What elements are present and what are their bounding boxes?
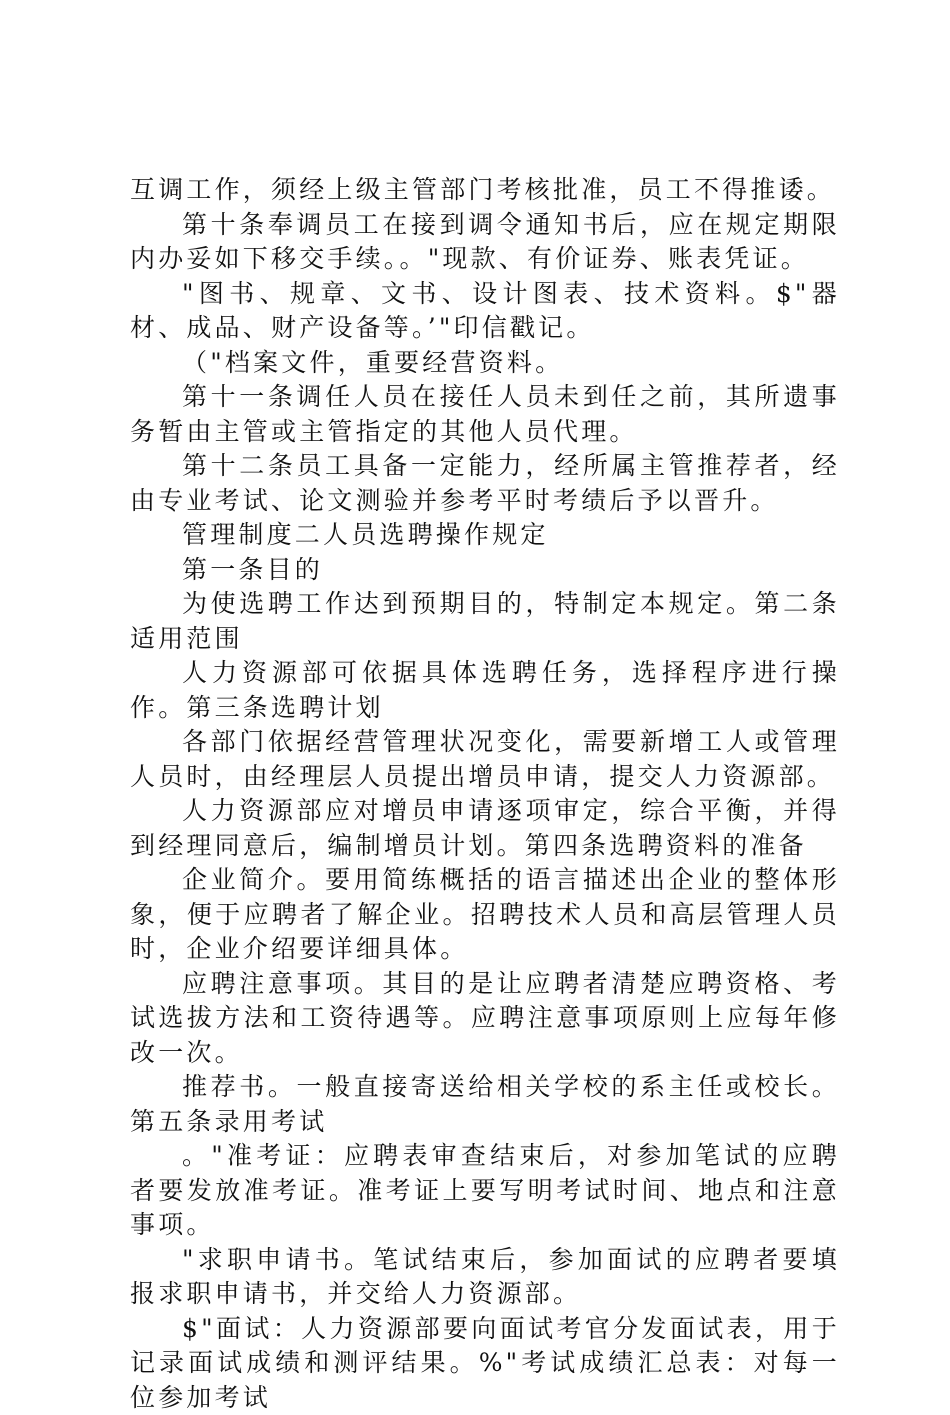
paragraph: "求职申请书。笔试结束后，参加面试的应聘者要填报求职申请书，并交给人力资源部。	[130, 1243, 840, 1312]
paragraph: $"面试：人力资源部要向面试考官分发面试表，用于记录面试成绩和测评结果。%"考试成绩汇总表：对每一位参加考试	[130, 1312, 840, 1415]
paragraph: 。"准考证：应聘表审查结束后，对参加笔试的应聘者要发放准考证。准考证上要写明考试时间、地点和注意事项。	[130, 1139, 840, 1243]
paragraph: 企业简介。要用简练概括的语言描述出企业的整体形象，便于应聘者了解企业。招聘技术人员和高层管理人员时，企业介绍要详细具体。	[130, 863, 840, 967]
article-heading: 第一条目的	[130, 553, 840, 588]
paragraph: 互调工作，须经上级主管部门考核批准，员工不得推诿。	[130, 173, 840, 208]
paragraph: 各部门依据经营管理状况变化，需要新增工人或管理人员时，由经理层人员提出增员申请，提交人力资源部。	[130, 725, 840, 794]
paragraph: （"档案文件，重要经营资料。	[130, 346, 840, 381]
paragraph: 推荐书。一般直接寄送给相关学校的系主任或校长。第五条录用考试	[130, 1070, 840, 1139]
paragraph: 为使选聘工作达到预期目的，特制定本规定。第二条适用范围	[130, 587, 840, 656]
paragraph: 第十二条员工具备一定能力，经所属主管推荐者，经由专业考试、论文测验并参考平时考绩后予以晋升。	[130, 449, 840, 518]
paragraph: 应聘注意事项。其目的是让应聘者清楚应聘资格、考试选拔方法和工资待遇等。应聘注意事项原则上应每年修改一次。	[130, 967, 840, 1071]
document-body	[130, 173, 840, 1415]
paragraph: 第十一条调任人员在接任人员未到任之前，其所遗事务暂由主管或主管指定的其他人员代理。	[130, 380, 840, 449]
paragraph: 人力资源部应对增员申请逐项审定，综合平衡，并得到经理同意后，编制增员计划。第四条选聘资料的准备	[130, 794, 840, 863]
paragraph: 第十条奉调员工在接到调令通知书后，应在规定期限内办妥如下移交手续。。"现款、有价证券、账表凭证。	[130, 208, 840, 277]
section-heading: 管理制度二人员选聘操作规定	[130, 518, 840, 553]
paragraph: "图书、规章、文书、设计图表、技术资料。$"器材、成品、财产设备等。’"印信戳记。	[130, 277, 840, 346]
paragraph: 人力资源部可依据具体选聘任务，选择程序进行操作。第三条选聘计划	[130, 656, 840, 725]
